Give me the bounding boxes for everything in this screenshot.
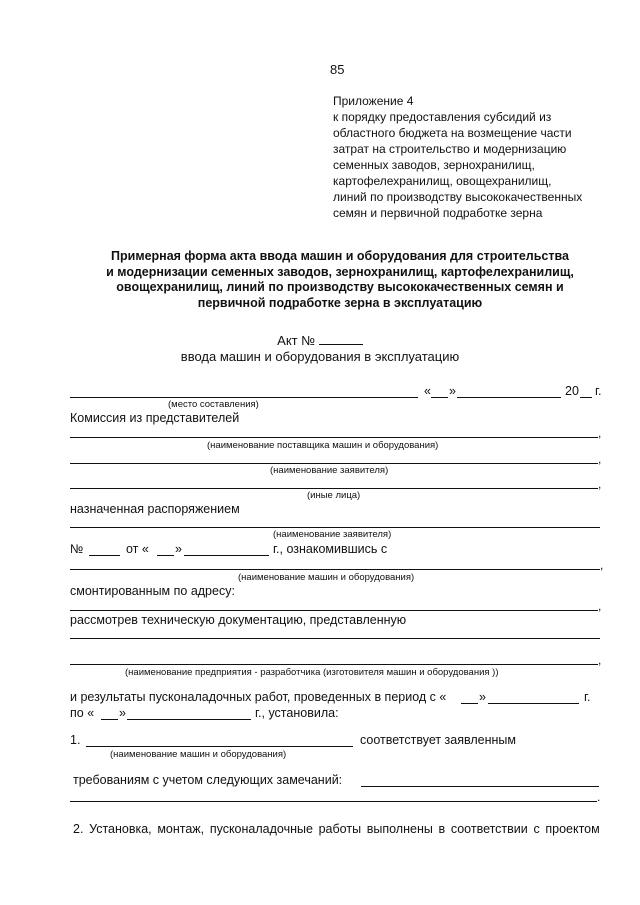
- period-to-label: по «: [70, 706, 95, 720]
- caption-machines-2: (наименование машин и оборудования): [110, 749, 287, 760]
- caption-machines: (наименование машин и оборудования): [238, 572, 415, 583]
- act-number-heading: [0, 332, 640, 348]
- established-label: г., установила:: [255, 706, 339, 720]
- appendix-line: к порядку предоставления субсидий из: [333, 110, 552, 124]
- reviewed-label: рассмотрев техническую документацию, представленную: [70, 613, 407, 627]
- applicant-field[interactable]: [70, 463, 598, 464]
- title-line: и модернизации семенных заводов, зернохранилищ, картофелехранилищ,: [106, 264, 574, 279]
- mounted-label: смонтированным по адресу:: [70, 584, 235, 598]
- date-open-quote: «: [424, 384, 431, 398]
- form-title: [70, 249, 610, 311]
- caption-supplier: (наименование поставщика машин и оборудования): [207, 440, 439, 451]
- item-2-text: 2. Установка, монтаж, пусконаладочные работы выполнены в соответствии с проектом: [73, 822, 600, 836]
- order-quote-close: »: [175, 542, 182, 556]
- order-no-label: №: [70, 542, 84, 556]
- title-line: овощехранилищ, линий по производству высококачественных семян и: [116, 280, 564, 294]
- appendix-line: областного бюджета на возмещение части: [333, 126, 572, 140]
- caption-others: (иные лица): [307, 490, 361, 501]
- documentation-field-1[interactable]: [70, 638, 600, 639]
- date-close-quote: »: [449, 384, 456, 398]
- others-field[interactable]: [70, 488, 598, 489]
- caption-place: (место составления): [168, 399, 259, 410]
- period-quote-close: »: [479, 690, 486, 704]
- date-day-field[interactable]: [431, 397, 448, 398]
- appendix-line: линий по производству высококачественных: [333, 190, 583, 204]
- appendix-line: картофелехранилищ, овощехранилищ,: [333, 174, 552, 188]
- remarks-field-2[interactable]: [70, 801, 597, 802]
- place-field[interactable]: [70, 397, 418, 398]
- commission-label: Комиссия из представителей: [70, 411, 240, 425]
- results-label: и результаты пусконаладочных работ, проведенных в период с «: [70, 690, 447, 704]
- caption-developer: (наименование предприятия - разработчика (изготовителя машин и оборудования )): [125, 667, 499, 678]
- appendix-block: [333, 93, 582, 221]
- appendix-line: семян и первичной подработке зерна: [333, 206, 543, 220]
- period-end-quote-close: »: [119, 706, 126, 720]
- act-number-field[interactable]: [319, 332, 363, 345]
- order-from-label: от «: [126, 542, 149, 556]
- remarks-field-1[interactable]: [361, 786, 599, 787]
- comma: ,: [598, 477, 602, 491]
- act-subtitle: ввода машин и оборудования в эксплуатацию: [180, 349, 460, 364]
- date-year-prefix: 20: [565, 384, 579, 398]
- title-line: первичной подработке зерна в эксплуатацию: [197, 295, 483, 310]
- period-end-day-field[interactable]: [101, 719, 118, 720]
- order-number-field[interactable]: [89, 555, 120, 556]
- date-year-suffix: г.: [595, 384, 602, 398]
- period-start-month-field[interactable]: [488, 703, 579, 704]
- comma: ,: [598, 452, 602, 466]
- page-number: 85: [330, 62, 345, 77]
- order-day-field[interactable]: [157, 555, 174, 556]
- comma: ,: [598, 426, 602, 440]
- comma: ,: [598, 599, 602, 613]
- appendix-line: семенных заводов, зернохранилищ,: [333, 158, 535, 172]
- period-start-year-suffix: г.: [584, 690, 591, 704]
- act-number-label: Акт №: [277, 333, 316, 348]
- order-applicant-field[interactable]: [70, 527, 600, 528]
- item-1-machines-field[interactable]: [86, 746, 353, 747]
- period-mark: .: [597, 790, 601, 804]
- requirements-label: требованиям с учетом следующих замечаний:: [73, 773, 343, 787]
- order-month-year-field[interactable]: [184, 555, 269, 556]
- item-1-number: 1.: [70, 733, 81, 747]
- appendix-line: затрат на строительство и модернизацию: [333, 142, 567, 156]
- documentation-field-2[interactable]: [70, 664, 598, 665]
- item-1-text: соответствует заявленным: [360, 733, 516, 747]
- comma: ,: [600, 558, 604, 572]
- date-year-field[interactable]: [580, 397, 592, 398]
- title-line: Примерная форма акта ввода машин и оборудования для строительства: [111, 249, 569, 263]
- appointed-label: назначенная распоряжением: [70, 502, 240, 516]
- comma: ,: [598, 653, 602, 667]
- caption-applicant: (наименование заявителя): [270, 465, 389, 476]
- supplier-field[interactable]: [70, 437, 598, 438]
- caption-applicant-2: (наименование заявителя): [273, 529, 392, 540]
- date-month-field[interactable]: [457, 397, 561, 398]
- address-field[interactable]: [70, 610, 598, 611]
- period-start-day-field[interactable]: [461, 703, 478, 704]
- period-end-month-field[interactable]: [127, 719, 251, 720]
- machines-field[interactable]: [70, 569, 600, 570]
- acquainted-label: г., ознакомившись с: [273, 542, 388, 556]
- appendix-line: Приложение 4: [333, 94, 414, 108]
